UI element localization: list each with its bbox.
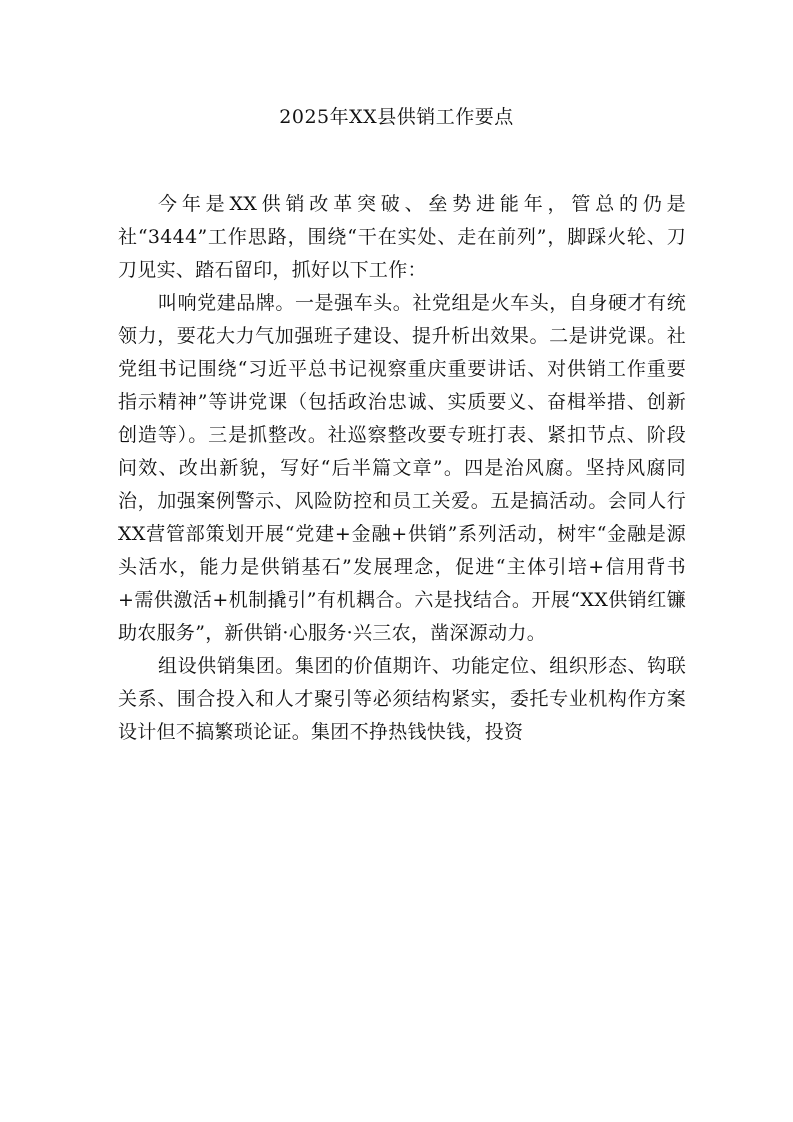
intro-paragraph: 今年是XX供销改革突破、垒势进能年，管总的仍是社“3444”工作思路，围绕“干在实处、走在前列”，脚踩火轮、刀刀见实、踏石留印，抓好以下工作： xyxy=(118,193,686,281)
supply-group-paragraph: 组设供销集团。集团的价值期许、功能定位、组织形态、钩联关系、围合投入和人才聚引等必须结构紧实，委托专业机构作方案设计但不搞繁琐论证。集团不挣热钱快钱，投资 xyxy=(118,655,686,743)
document-body xyxy=(118,188,686,749)
document-title: 2025年XX县供销工作要点 xyxy=(279,106,514,128)
party-building-paragraph: 叫响党建品牌。一是强车头。社党组是火车头，自身硬才有统领力，要花大力气加强班子建设、提升析出效果。二是讲党课。社党组书记围绕“习近平总书记视察重庆重要讲话、对供销工作重要指示精神”等讲党课（包括政治忠诚、实质要义、奋楫举措、创新创造等）。三是抓整改。社巡察整改要专班打表、紧扣节点、阶段问效、改出新貌，写好“后半篇文章”。四是治风腐。坚持风腐同治，加强案例警示、风险防控和员工关爱。五是搞活动。会同人行XX营管部策划开展“党建+金融+供销”系列活动，树牢“金融是源头活水，能力是供销基石”发展理念，促进“主体引培+信用背书+需供激活+机制撬引”有机耦合。六是找结合。开展“XX供销红镰助农服务”，新供销·心服务·兴三农，凿深源动力。 xyxy=(118,292,686,644)
